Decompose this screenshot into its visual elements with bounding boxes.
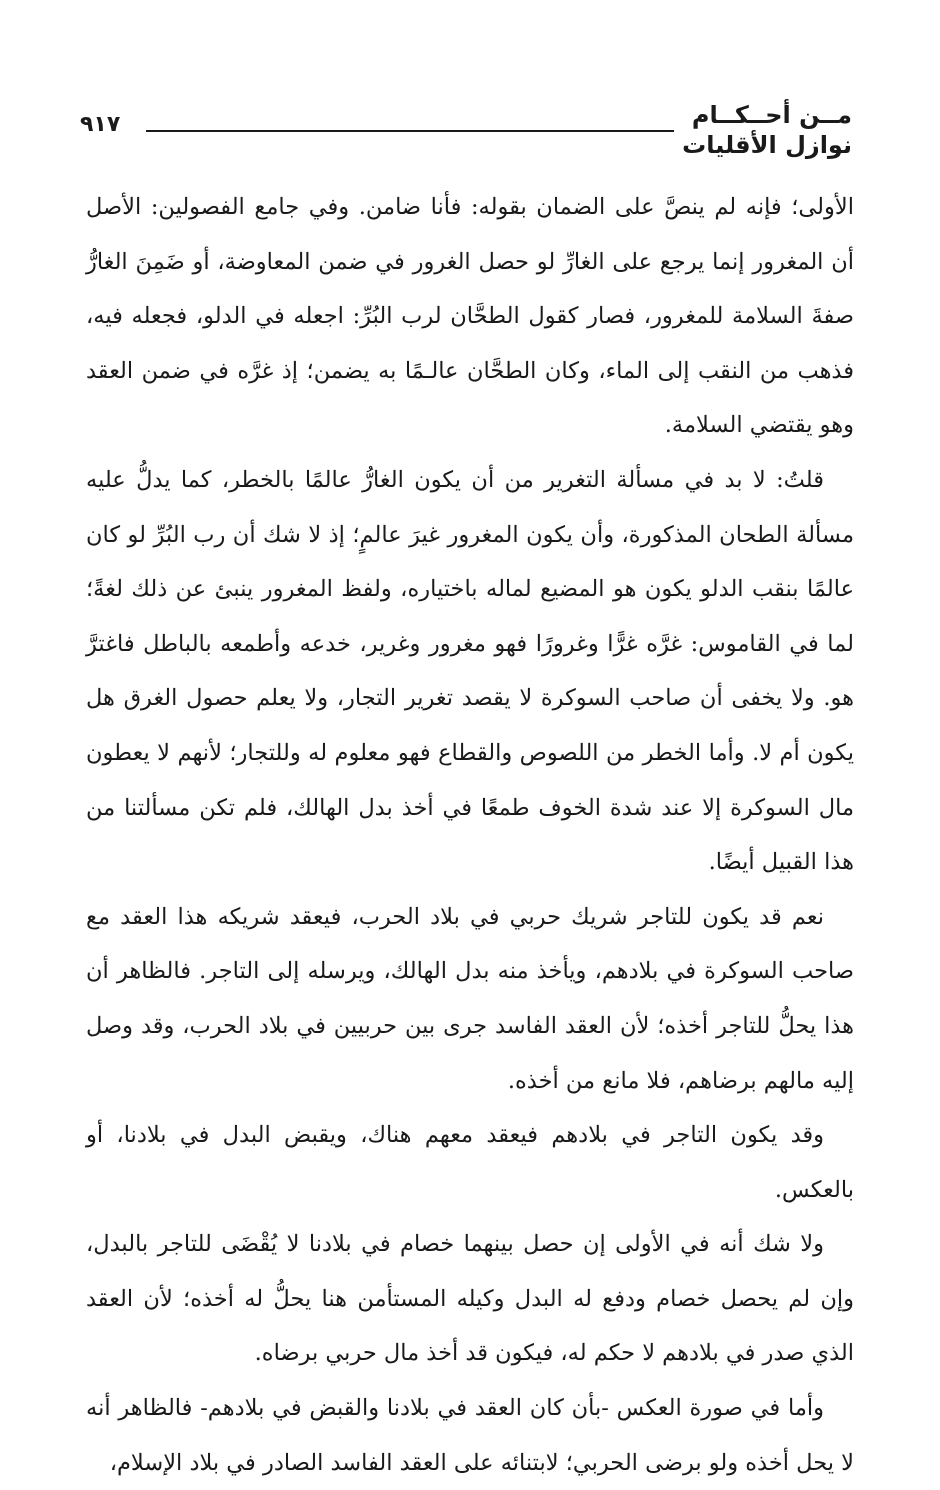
body-text [86,180,854,1490]
paragraph-2: قلتُ: لا بد في مسألة التغرير من أن يكون الغارُّ عالمًا بالخطر، كما يدلُّ عليه مسألة الطحان المذكورة، وأن يكون المغرور غيرَ عالمٍ؛ إذ لا شك أن رب البُرِّ لو كان عالمًا بنقب الدلو يكون هو المضيع لماله باختياره، ولفظ المغرور ينبئ عن ذلك لغةً؛ لما في القاموس: غرَّه غرًّا وغرورًا فهو مغرور وغرير، خدعه وأطمعه بالباطل فاغترَّ هو. ولا يخفى أن صاحب السوكرة لا يقصد تغرير التجار، ولا يعلم حصول الغرق هل يكون أم لا. وأما الخطر من اللصوص والقطاع فهو معلوم له وللتجار؛ لأنهم لا يعطون مال السوكرة إلا عند شدة الخوف طمعًا في أخذ بدل الهالك، فلم تكن مسألتنا من هذا القبيل أيضًا. [86,466,854,876]
book-title-line-2: نوازل الأقليات [682,131,852,159]
header-rule [146,130,674,132]
paragraph-1: الأولى؛ فإنه لم ينصَّ على الضمان بقوله: فأنا ضامن. وفي جامع الفصولين: الأصل أن المغرور إنما يرجع على الغارِّ لو حصل الغرور في ضمن المعاوضة، أو ضَمِنَ الغارُّ صفةَ السلامة للمغرور، فصار كقول الطحَّان لرب البُرِّ: اجعله في الدلو، فجعله فيه، فذهب من النقب إلى الماء، وكان الطحَّان عالـمًا به يضمن؛ إذ غرَّه في ضمن العقد وهو يقتضي السلامة. [86,194,854,439]
book-title-line-1: مــن أحــكــام [691,101,852,129]
paragraph-6: وأما في صورة العكس -بأن كان العقد في بلادنا والقبض في بلادهم- فالظاهر أنه لا يحل أخذه ولو برضى الحربي؛ لابتنائه على العقد الفاسد الصادر في بلاد الإسلام، [86,1395,854,1476]
book-title [682,100,852,160]
running-header [80,100,852,170]
page-number: ٩١٧ [80,112,121,137]
paragraph-5: ولا شك أنه في الأولى إن حصل بينهما خصام في بلادنا لا يُقْضَى للتاجر بالبدل، وإن لم يحصل خصام ودفع له البدل وكيله المستأمن هنا يحلُّ له أخذه؛ لأن العقد الذي صدر في بلادهم لا حكم له، فيكون قد أخذ مال حربي برضاه. [86,1231,854,1367]
paragraph-3: نعم قد يكون للتاجر شريك حربي في بلاد الحرب، فيعقد شريكه هذا العقد مع صاحب السوكرة في بلادهم، ويأخذ منه بدل الهالك، ويرسله إلى التاجر. فالظاهر أن هذا يحلُّ للتاجر أخذه؛ لأن العقد الفاسد جرى بين حربيين في بلاد الحرب، وقد وصل إليه مالهم برضاهم، فلا مانع من أخذه. [86,903,854,1094]
paragraph-4: وقد يكون التاجر في بلادهم فيعقد معهم هناك، ويقبض البدل في بلادنا، أو بالعكس. [86,1122,854,1203]
